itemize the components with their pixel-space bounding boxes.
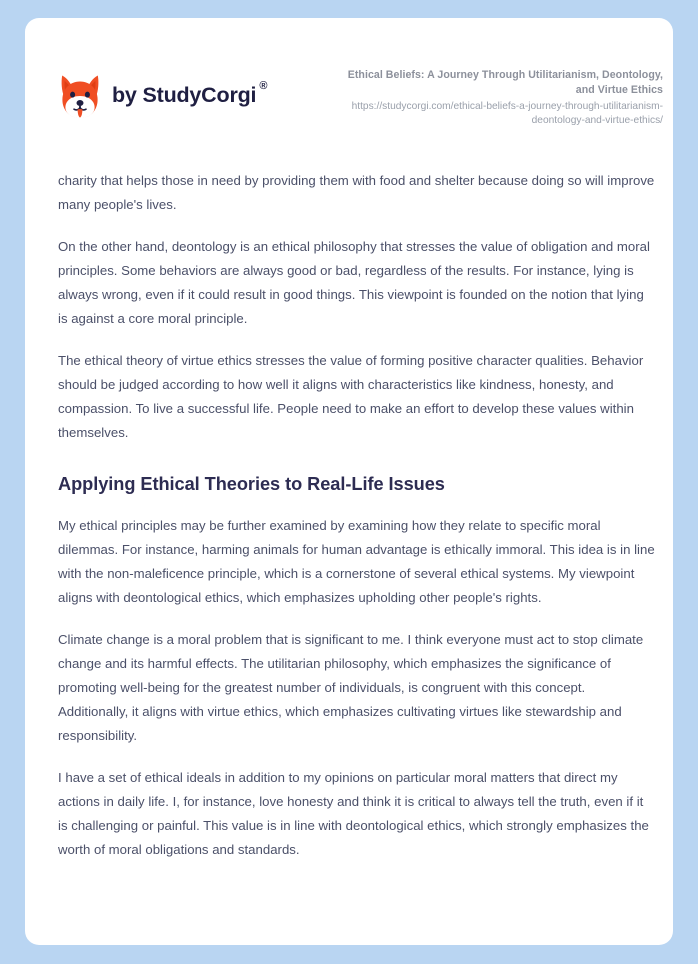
source-url: https://studycorgi.com/ethical-beliefs-a-journey-through-utilitarianism-deontology-and-virtue-ethics/ <box>351 101 663 126</box>
body-paragraph: I have a set of ethical ideals in addition to my opinions on particular moral matters that direct my actions in daily life. I, for instance, love honesty and think it is critical to always tell the truth, even if it is challenging or painful. This value is in line with deontological ethics, which strongly emphasizes the worth of moral obligations and standards. <box>58 770 649 857</box>
document-paper <box>25 18 673 945</box>
section-heading: Applying Ethical Theories to Real-Life Issues <box>58 474 445 494</box>
document-body <box>25 169 673 862</box>
document-meta <box>333 66 663 128</box>
body-paragraph: charity that helps those in need by providing them with food and shelter because doing so will improve many people's lives. <box>58 173 655 212</box>
brand-name-text: by StudyCorgi <box>112 83 257 108</box>
brand-lockup <box>58 66 267 120</box>
body-paragraph: My ethical principles may be further examined by examining how they relate to specific moral dilemmas. For instance, harming animals for human advantage is ethically immoral. This idea is in line with the non-maleficence principle, which is a cornerstone of several ethical systems. My viewpoint aligns with deontological ethics, which emphasizes upholding other people's rights. <box>58 518 655 605</box>
corgi-logo-icon <box>58 72 102 120</box>
page-title: Ethical Beliefs: A Journey Through Utilitarianism, Deontology, and Virtue Ethics <box>347 69 663 96</box>
body-paragraph: On the other hand, deontology is an ethical philosophy that stresses the value of obligation and moral principles. Some behaviors are always good or bad, regardless of the results. For instance, lying is always wrong, even if it could result in good things. This viewpoint is founded on the notion that lying is against a core moral principle. <box>58 239 650 326</box>
registered-trademark-icon: ® <box>259 80 268 93</box>
body-paragraph: The ethical theory of virtue ethics stresses the value of forming positive character qualities. Behavior should be judged according to how well it aligns with characteristics like kindness, honesty, and compassion. To live a successful life. People need to make an effort to develop these values within themselves. <box>58 353 644 440</box>
body-paragraph: Climate change is a moral problem that is significant to me. I think everyone must act to stop climate change and its harmful effects. The utilitarian philosophy, which emphasizes the significance of promoting well-being for the greatest number of individuals, is congruent with this concept. Additionally, it aligns with virtue ethics, which emphasizes cultivating virtues like stewardship and responsibility. <box>58 632 644 743</box>
document-header <box>25 18 673 128</box>
brand-wordmark <box>112 80 268 108</box>
